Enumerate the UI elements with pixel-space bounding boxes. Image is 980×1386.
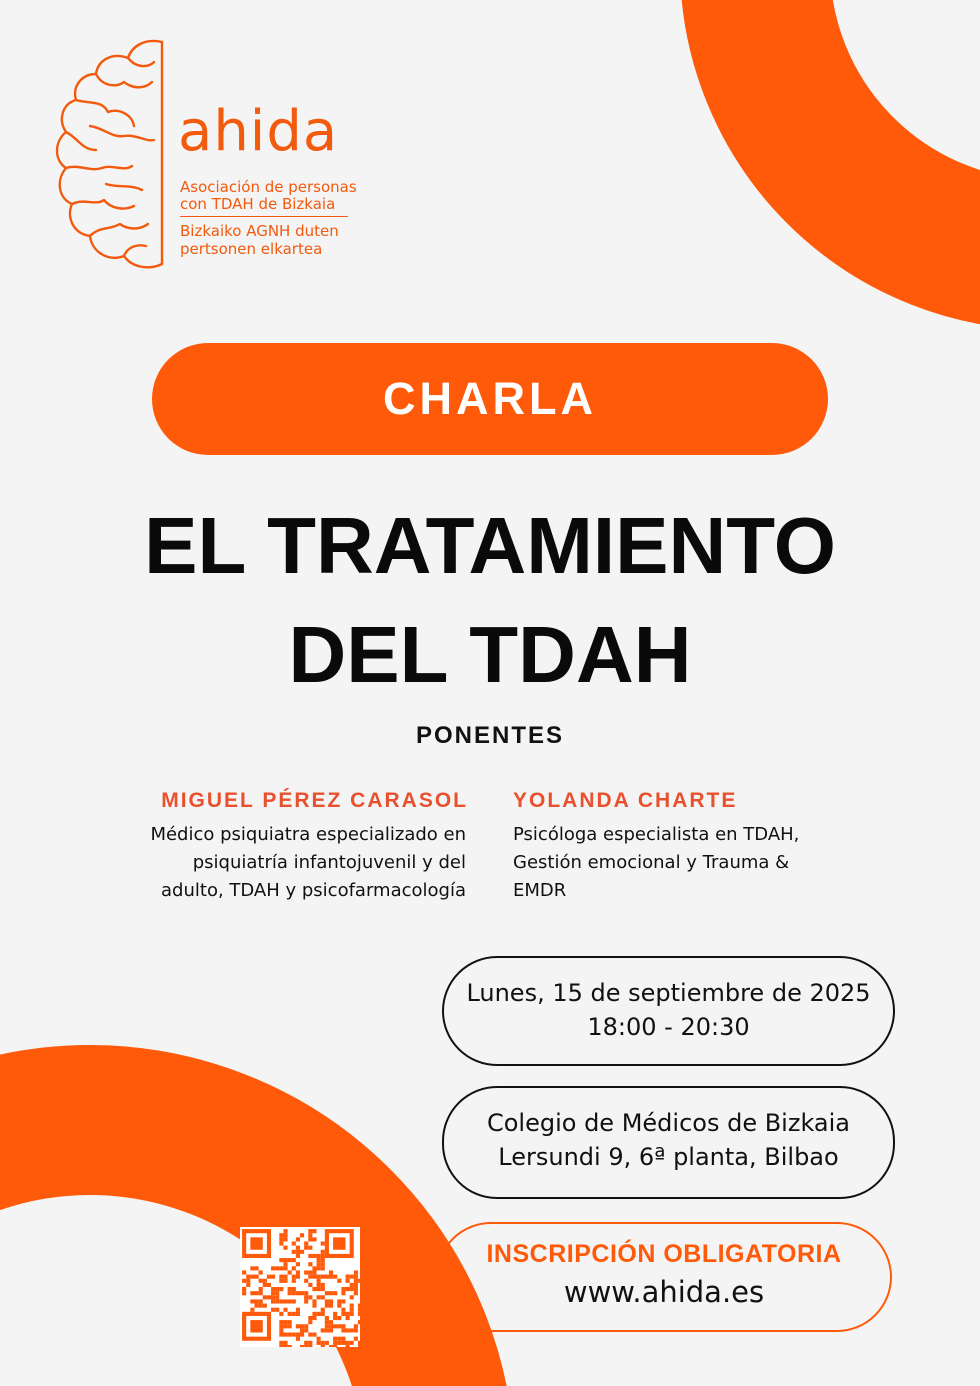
speaker-1-desc-line: Médico psiquiatra especializado en xyxy=(150,824,466,845)
speakers-heading: PONENTES xyxy=(415,722,565,749)
speaker-2-description xyxy=(513,821,799,905)
logo-wordmark: ahida xyxy=(178,99,339,164)
qr-code-icon[interactable] xyxy=(240,1227,360,1347)
brain-icon xyxy=(50,38,170,273)
speaker-2-desc-line: Gestión emocional y Trauma & xyxy=(513,852,790,873)
event-date: Lunes, 15 de septiembre de 2025 xyxy=(466,979,871,1007)
event-time: 18:00 - 20:30 xyxy=(587,1013,750,1041)
registration-label: INSCRIPCIÓN OBLIGATORIA xyxy=(486,1240,842,1268)
title-line-1: EL TRATAMIENTO xyxy=(144,501,836,590)
logo-divider xyxy=(180,216,348,217)
speaker-2-desc-line: Psicóloga especialista en TDAH, xyxy=(513,824,800,845)
speaker-1-name: MIGUEL PÉREZ CARASOL xyxy=(161,789,468,812)
speaker-2-name: YOLANDA CHARTE xyxy=(513,789,738,812)
speaker-2-desc-line: EMDR xyxy=(513,880,567,901)
venue-name: Colegio de Médicos de Bizkaia xyxy=(486,1109,851,1137)
registration-url[interactable]: www.ahida.es xyxy=(563,1275,765,1309)
date-time-box xyxy=(442,956,895,1066)
registration-box xyxy=(436,1222,892,1332)
speaker-1-desc-line: psiquiatría infantojuvenil y del xyxy=(192,852,466,873)
logo-tagline-4: pertsonen elkartea xyxy=(180,240,323,258)
title-line-2: DEL TDAH xyxy=(288,610,692,699)
logo-tagline-3: Bizkaiko AGNH duten xyxy=(180,222,339,240)
logo-tagline-2: con TDAH de Bizkaia xyxy=(180,195,336,213)
venue-box xyxy=(442,1086,895,1199)
logo-tagline-1: Asociación de personas xyxy=(180,178,357,196)
speaker-1-description xyxy=(150,821,466,905)
ahida-logo xyxy=(50,38,390,273)
event-type-banner: CHARLA xyxy=(152,343,828,455)
speaker-1-desc-line: adulto, TDAH y psicofarmacología xyxy=(161,880,466,901)
venue-address: Lersundi 9, 6ª planta, Bilbao xyxy=(498,1143,839,1171)
